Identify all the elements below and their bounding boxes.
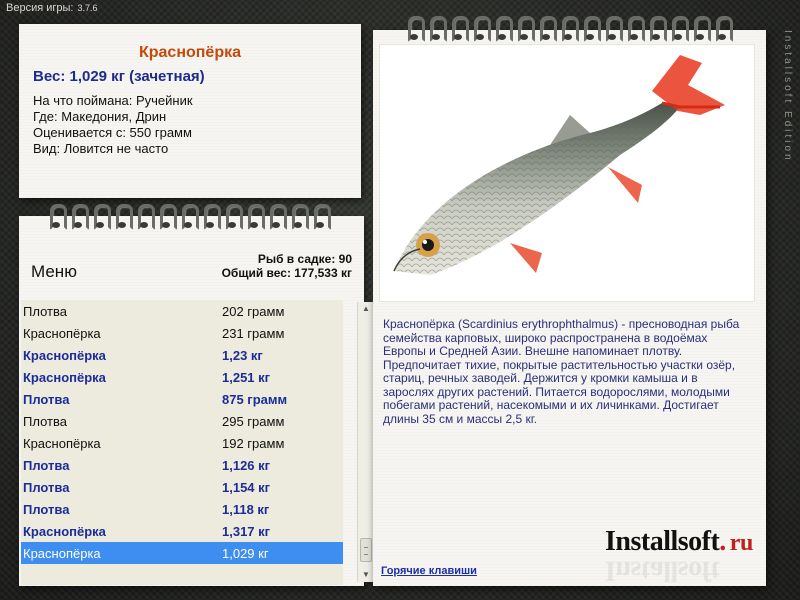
row-fish-weight: 1,126 кг [222, 457, 271, 473]
binder-ring-icon [156, 204, 176, 230]
binder-ring-icon [90, 204, 110, 230]
row-fish-name: Краснопёрка [23, 325, 101, 341]
binder-ring-icon [244, 204, 264, 230]
fish-name-title: Краснопёрка [138, 44, 241, 61]
binder-ring-icon [646, 16, 666, 42]
bait-info: На что поймана: Ручейник [33, 93, 193, 108]
fish-description-card [373, 30, 766, 586]
logo-main: Installsoft [605, 526, 720, 557]
binder-ring-icon [68, 204, 88, 230]
row-fish-weight: 1,118 кг [222, 501, 270, 517]
catch-list-row[interactable] [21, 410, 343, 432]
arrow-down-icon[interactable]: ▼ [362, 570, 370, 579]
catch-list-row[interactable] [21, 542, 343, 564]
keepnet-stats [222, 252, 352, 280]
binder-ring-icon [200, 204, 220, 230]
scrollbar-thumb[interactable] [360, 538, 372, 562]
menu-button[interactable]: Меню [31, 262, 77, 281]
binder-ring-icon [448, 16, 468, 42]
row-fish-name: Краснопёрка [23, 347, 106, 363]
binder-ring-icon [624, 16, 644, 42]
row-fish-weight: 295 грамм [222, 413, 285, 429]
arrow-up-icon[interactable]: ▲ [362, 304, 370, 313]
row-fish-name: Плотва [23, 303, 67, 319]
row-fish-weight: 1,251 кг [222, 369, 271, 385]
row-fish-weight: 1,317 кг [222, 523, 271, 539]
catch-list-row[interactable] [21, 454, 343, 476]
row-fish-name: Краснопёрка [23, 435, 101, 451]
fish-description-text: Краснопёрка (Scardinius erythrophthalmus) - пресноводная рыба семейства карповых, широко распространена в водоёмах Европы и Средней Азии. Внешне напоминает плотву. Предпочитает тихие, покрытые растительностью участки озёр, стариц, речных заводей. Держится у кромки камыша и в зарослях других растений. Питается водорослями, молодыми побегами растений, насекомыми и их личинками. Достигает длины 35 см и массы 2,5 кг. [383, 317, 740, 426]
catch-list-row[interactable] [21, 520, 343, 542]
rarity-info: Вид: Ловится не часто [33, 141, 169, 156]
binder-ring-icon [602, 16, 622, 42]
catch-list-row[interactable] [21, 344, 343, 366]
binder-ring-icon [558, 16, 578, 42]
catch-list-row[interactable] [21, 322, 343, 344]
catch-list-row[interactable] [21, 476, 343, 498]
side-brand: Installsoft Edition [782, 30, 793, 163]
row-fish-name: Плотва [23, 501, 70, 517]
binder-ring-icon [178, 204, 198, 230]
logo-tld: ru [729, 530, 753, 556]
binder-ring-icon [310, 204, 330, 230]
binder-ring-icon [222, 204, 242, 230]
binder-rings-left [46, 204, 330, 230]
catch-list-row[interactable] [21, 300, 343, 322]
catch-list-row[interactable] [21, 366, 343, 388]
binder-ring-icon [46, 204, 66, 230]
binder-ring-icon [404, 16, 424, 42]
row-fish-name: Плотва [23, 391, 70, 407]
version-text: Версия игры: [6, 2, 74, 14]
catch-list-scrollbar[interactable] [357, 302, 373, 582]
rudd-fish-image [380, 45, 754, 301]
logo-reflection: Installsoft [605, 555, 720, 586]
binder-ring-icon [470, 16, 490, 42]
catch-list-row[interactable] [21, 388, 343, 410]
catch-list[interactable] [21, 300, 343, 585]
catch-info-card [19, 24, 361, 198]
row-fish-weight: 202 грамм [222, 303, 285, 319]
catch-list-row[interactable] [21, 498, 343, 520]
binder-ring-icon [266, 204, 286, 230]
fish-weight: Вес: 1,029 кг (зачетная) [33, 68, 205, 85]
row-fish-weight: 875 грамм [222, 391, 288, 407]
binder-ring-icon [288, 204, 308, 230]
binder-ring-icon [112, 204, 132, 230]
catch-list-row[interactable] [21, 432, 343, 454]
value-info: Оценивается с: 550 грамм [33, 125, 192, 140]
binder-ring-icon [514, 16, 534, 42]
binder-ring-icon [134, 204, 154, 230]
row-fish-name: Плотва [23, 413, 67, 429]
keepnet-card [19, 216, 370, 586]
binder-rings-right [404, 16, 732, 42]
row-fish-weight: 1,029 кг [222, 545, 269, 561]
binder-ring-icon [690, 16, 710, 42]
row-fish-weight: 231 грамм [222, 325, 285, 341]
binder-ring-icon [712, 16, 732, 42]
binder-ring-icon [426, 16, 446, 42]
version-number: 3.7.6 [77, 3, 98, 13]
fish-count: Рыб в садке: 90 [257, 252, 352, 266]
total-weight: Общий вес: 177,533 кг [221, 266, 352, 280]
binder-ring-icon [492, 16, 512, 42]
binder-ring-icon [580, 16, 600, 42]
row-fish-name: Плотва [23, 479, 70, 495]
logo-dot: . [719, 526, 726, 557]
row-fish-weight: 1,154 кг [222, 479, 271, 495]
row-fish-name: Краснопёрка [23, 545, 101, 561]
catch-details [33, 93, 347, 157]
fish-photo [379, 44, 755, 302]
row-fish-name: Краснопёрка [23, 523, 106, 539]
row-fish-name: Плотва [23, 457, 70, 473]
row-fish-name: Краснопёрка [23, 369, 106, 385]
hotkeys-link[interactable]: Горячие клавиши [381, 565, 477, 577]
binder-ring-icon [536, 16, 556, 42]
row-fish-weight: 1,23 кг [222, 347, 263, 363]
row-fish-weight: 192 грамм [222, 435, 285, 451]
location-info: Где: Македония, Дрин [33, 109, 167, 124]
version-label [6, 2, 98, 14]
binder-ring-icon [668, 16, 688, 42]
